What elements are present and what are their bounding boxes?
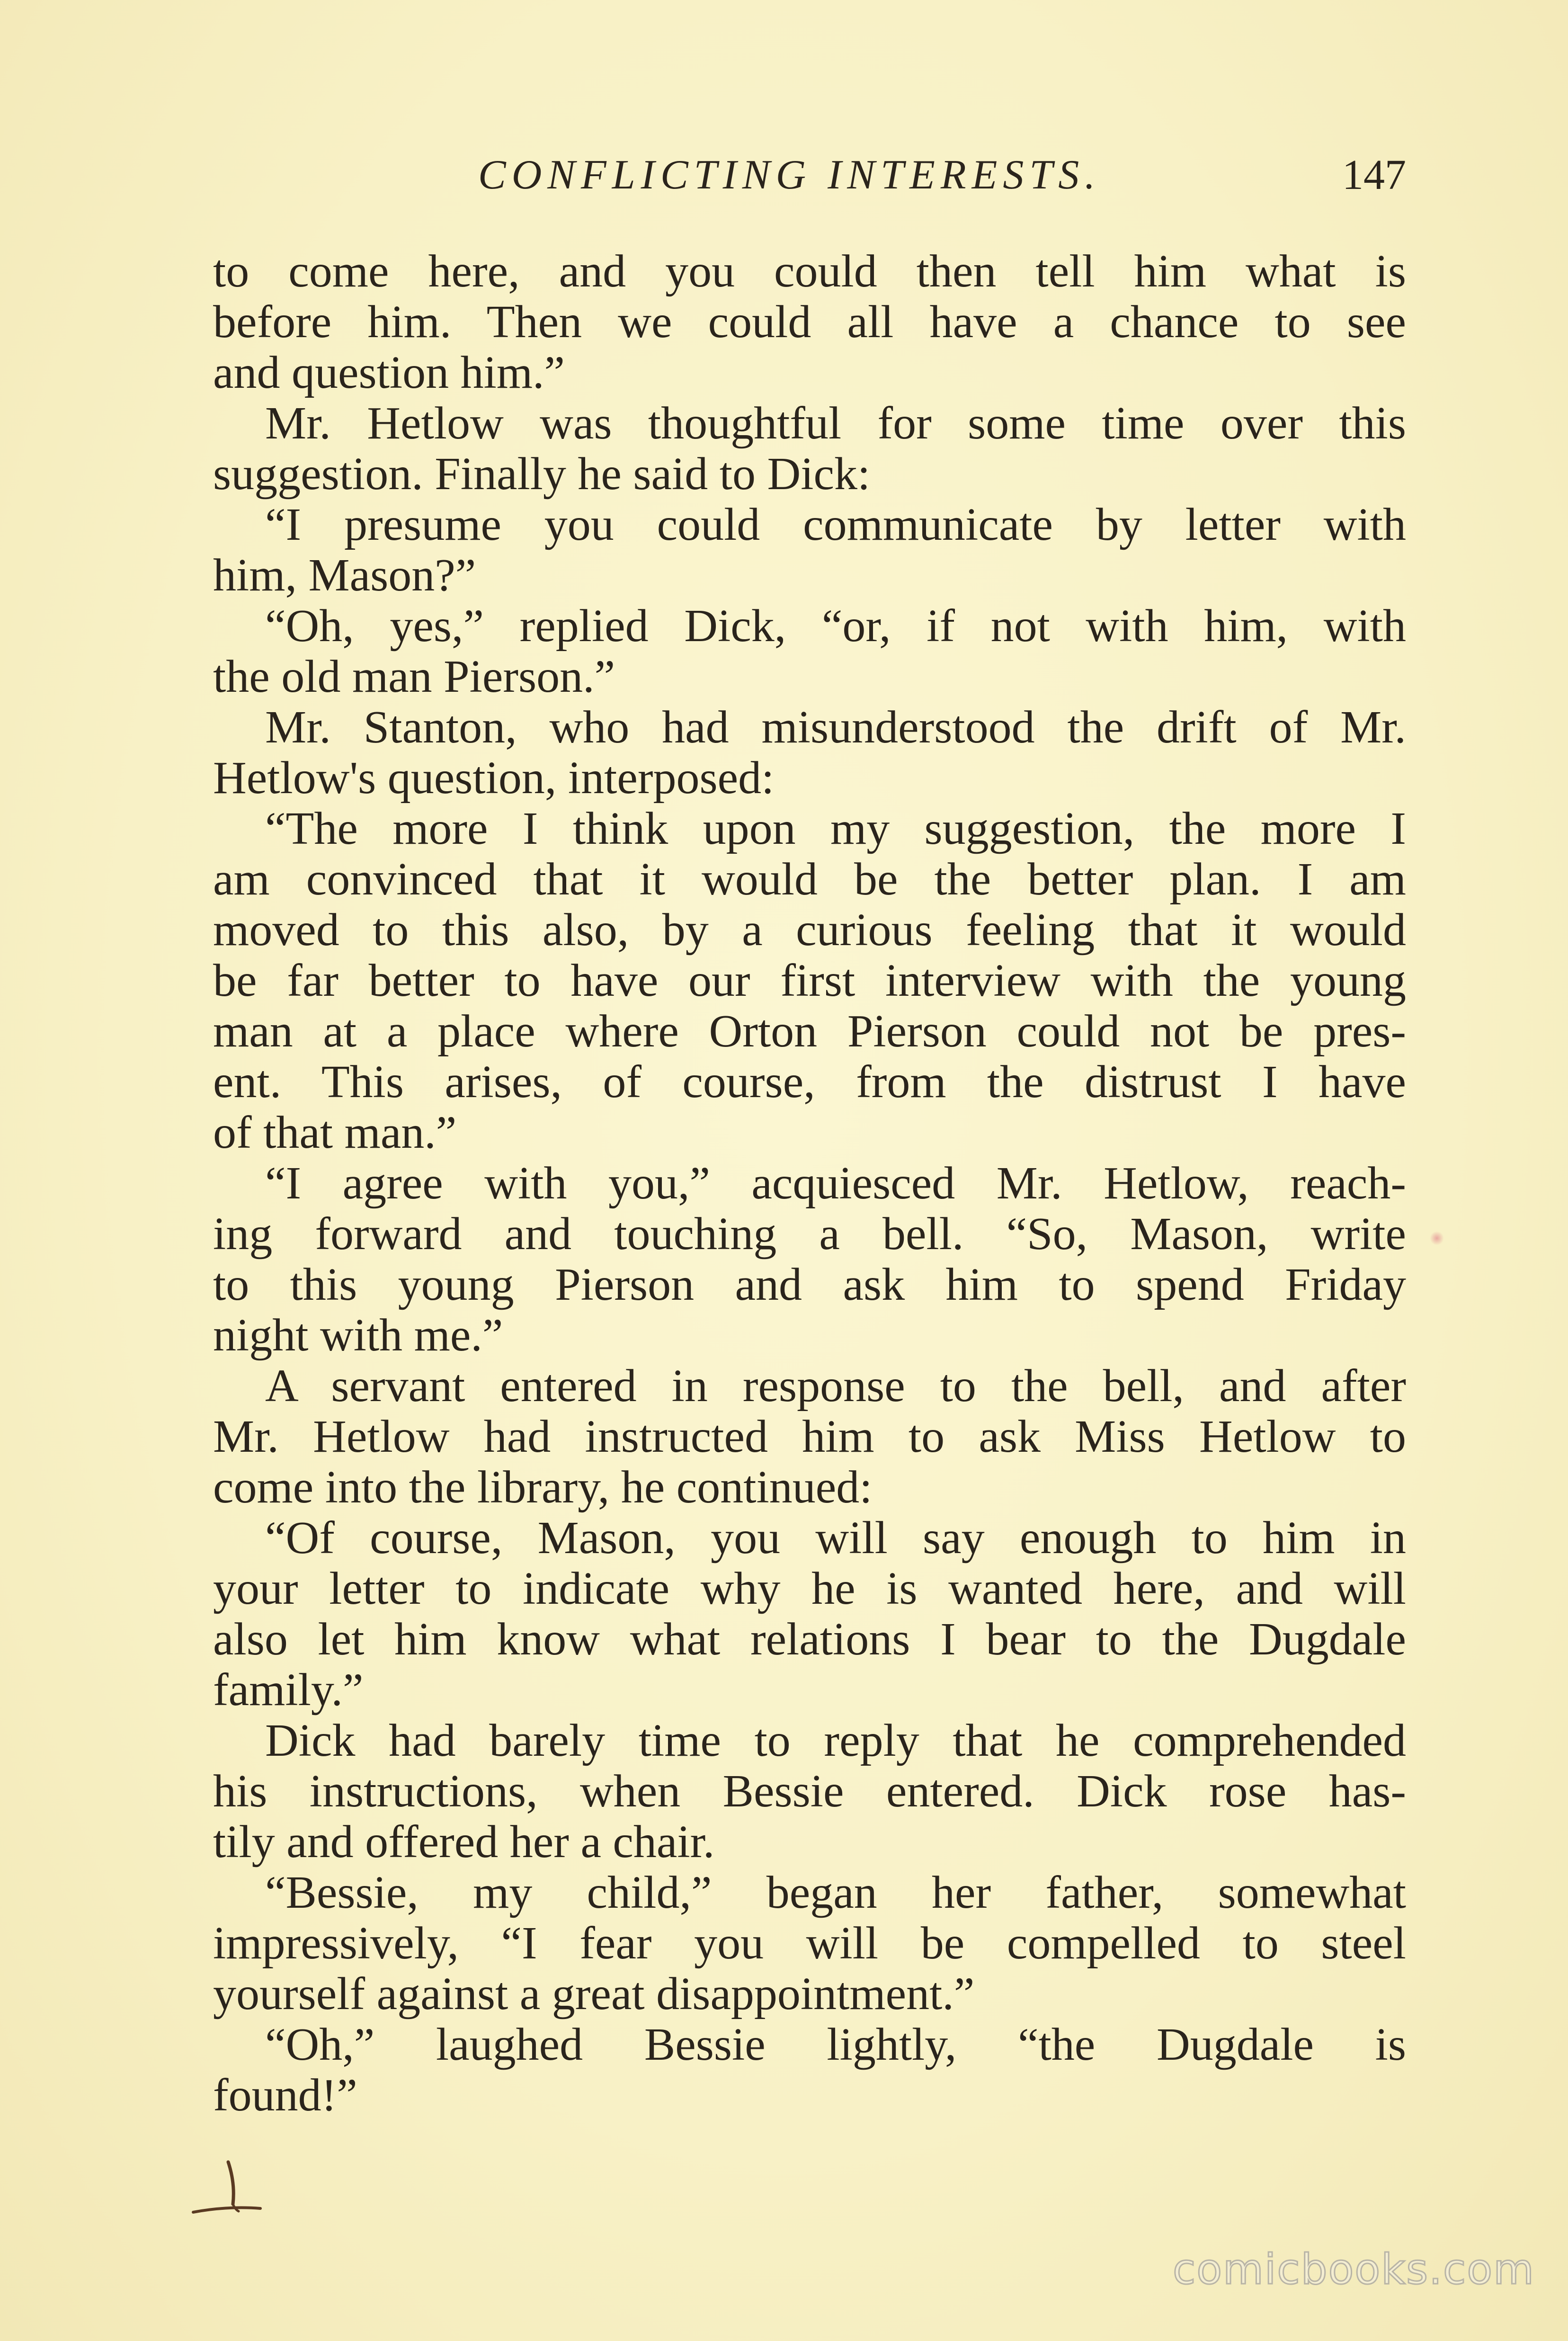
text-line: be far better to have our first interview with the young — [213, 956, 1406, 1006]
text-line: Mr. Hetlow was thoughtful for some time over this — [265, 398, 1406, 449]
text-line: man at a place where Orton Pierson could not be pres- — [213, 1006, 1406, 1057]
text-line: moved to this also, by a curious feeling that it would — [213, 905, 1406, 956]
text-line: of that man.” — [213, 1108, 457, 1158]
text-line: Hetlow's question, interposed: — [213, 753, 775, 804]
watermark: comicbooks.com — [1172, 2245, 1535, 2294]
text-line: also let him know what relations I bear to the Dugdale — [213, 1614, 1406, 1665]
text-line: and question him.” — [213, 348, 565, 398]
text-line: before him. Then we could all have a chance to see — [213, 297, 1406, 348]
text-line: ing forward and touching a bell. “So, Mason, write — [213, 1209, 1406, 1260]
text-line: to this young Pierson and ask him to spend Friday — [213, 1260, 1406, 1310]
text-line: his instructions, when Bessie entered. Dick rose has- — [213, 1766, 1406, 1817]
text-line: “Bessie, my child,” began her father, somewhat — [265, 1867, 1406, 1918]
text-line: “Oh,” laughed Bessie lightly, “the Dugdale is — [265, 2019, 1406, 2070]
text-line: to come here, and you could then tell him what is — [213, 246, 1406, 297]
text-line: Mr. Hetlow had instructed him to ask Miss Hetlow to — [213, 1412, 1406, 1462]
text-line: come into the library, he continued: — [213, 1462, 873, 1513]
printer-mark-icon — [189, 2159, 284, 2230]
text-line: “Oh, yes,” replied Dick, “or, if not with him, with — [265, 601, 1406, 652]
text-line: Dick had barely time to reply that he comprehended — [265, 1716, 1406, 1766]
text-line: yourself against a great disappointment.” — [213, 1969, 975, 2019]
text-line: him, Mason?” — [213, 550, 476, 601]
body-text — [213, 246, 1406, 2121]
text-line: the old man Pierson.” — [213, 652, 615, 702]
text-line: tily and offered her a chair. — [213, 1817, 715, 1867]
text-line: ent. This arises, of course, from the distrust I have — [213, 1057, 1406, 1108]
text-line: found!” — [213, 2070, 357, 2121]
page-number: 147 — [1342, 152, 1406, 198]
text-line: A servant entered in response to the bell, and after — [265, 1361, 1406, 1412]
text-line: impressively, “I fear you will be compelled to steel — [213, 1918, 1406, 1969]
text-line: “Of course, Mason, you will say enough to him in — [265, 1513, 1406, 1564]
text-line: “I agree with you,” acquiesced Mr. Hetlow, reach- — [265, 1158, 1406, 1209]
running-head — [213, 142, 1406, 208]
running-title: CONFLICTING INTERESTS. — [478, 152, 1101, 198]
text-line: family.” — [213, 1665, 364, 1716]
text-line: Mr. Stanton, who had misunderstood the drift of Mr. — [265, 702, 1406, 753]
text-line: your letter to indicate why he is wanted here, and will — [213, 1564, 1406, 1614]
text-line: suggestion. Finally he said to Dick: — [213, 449, 871, 500]
text-line: “The more I think upon my suggestion, the more I — [265, 804, 1406, 854]
text-line: am convinced that it would be the better plan. I am — [213, 854, 1406, 905]
text-line: night with me.” — [213, 1310, 503, 1361]
text-line: “I presume you could communicate by letter with — [265, 500, 1406, 550]
ink-smudge — [1430, 1231, 1444, 1245]
